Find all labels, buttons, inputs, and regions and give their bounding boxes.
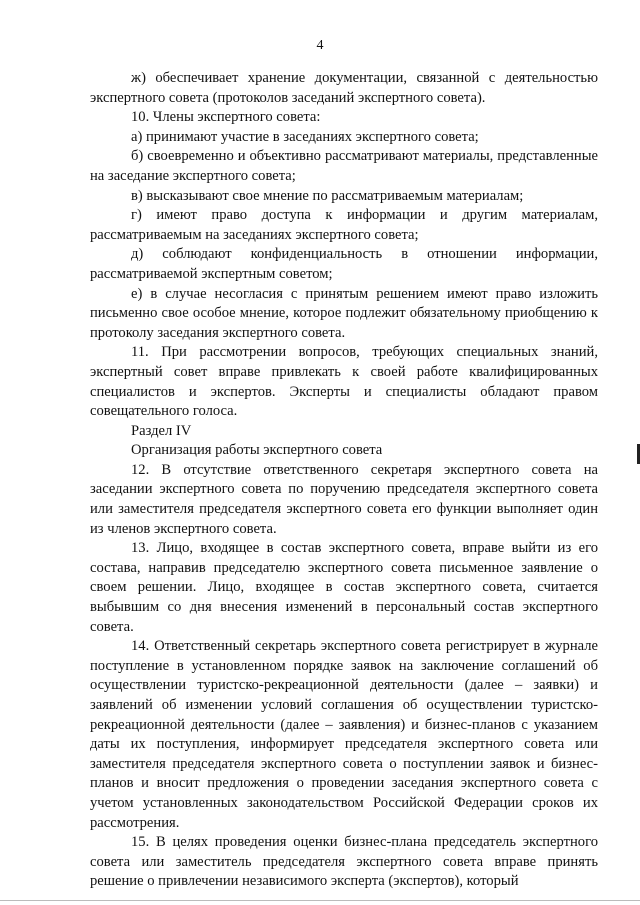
paragraph-item-e: е) в случае несогласия с принятым решением имеют право изложить письменно свое особое мнение, которое подлежит обязательному приобщению к протоколу заседания экспертного совета. xyxy=(90,285,598,341)
paragraph-item-d: д) соблюдают конфиденциальность в отношении информации, рассматриваемой экспертным советом; xyxy=(90,246,598,282)
document-body xyxy=(90,69,598,892)
paragraph-clause-14: 14. Ответственный секретарь экспертного совета регистрирует в журнале поступление в установленном порядке заявок на заключение соглашений об осуществлении туристско-рекреационной деятельности (далее – заявки) и заявлений об изменении условий соглашения об осуществлении туристско-рекреационной деятельности (далее – заявления) и бизнес-планов с указанием даты их поступления, информирует председателя экспертного совета или заместителя председателя экспертного совета о поступлении заявок и бизнес-планов и вносит предложения о проведении заседания экспертного совета с учетом установленных законодательством Российской Федерации сроков их рассмотрения. xyxy=(90,638,598,831)
paragraph-item-b: б) своевременно и объективно рассматривают материалы, представленные на заседание экспертного совета; xyxy=(90,148,598,184)
paragraph-item-zh: ж) обеспечивает хранение документации, связанной с деятельностью экспертного совета (протоколов заседаний экспертного совета). xyxy=(90,70,598,106)
page-bottom-edge xyxy=(0,900,640,901)
section-title: Организация работы экспертного совета xyxy=(131,442,383,459)
paragraph-item-a: а) принимают участие в заседаниях экспертного совета; xyxy=(131,128,479,145)
paragraph-clause-10: 10. Члены экспертного совета: xyxy=(131,109,321,126)
paragraph-item-g: г) имеют право доступа к информации и другим материалам, рассматриваемым на заседаниях экспертного совета; xyxy=(90,207,598,243)
section-heading: Раздел IV xyxy=(131,422,192,439)
paragraph-clause-15: 15. В целях проведения оценки бизнес-плана председатель экспертного совета или заместитель председателя экспертного совета вправе принять решение о привлечении независимого эксперта (экспертов), который xyxy=(90,834,598,890)
paragraph-clause-12: 12. В отсутствие ответственного секретаря экспертного совета на заседании экспертного совета по поручению председателя экспертного совета или заместителя председателя экспертного совета его функции выполняет один из членов экспертного совета. xyxy=(90,461,598,537)
paragraph-clause-11: 11. При рассмотрении вопросов, требующих специальных знаний, экспертный совет вправе привлекать к своей работе квалифицированных специалистов и экспертов. Эксперты и специалисты обладают правом совещательного голоса. xyxy=(90,344,598,420)
paragraph-clause-13: 13. Лицо, входящее в состав экспертного совета, вправе выйти из его состава, направив председателю экспертного совета письменное заявление о своем решении. Лицо, входящее в состав экспертного совета, считается выбывшим со дня внесения изменений в персональный состав экспертного совета. xyxy=(90,540,598,635)
page-number: 4 xyxy=(316,38,324,53)
paragraph-item-v: в) высказывают свое мнение по рассматриваемым материалам; xyxy=(131,187,524,204)
